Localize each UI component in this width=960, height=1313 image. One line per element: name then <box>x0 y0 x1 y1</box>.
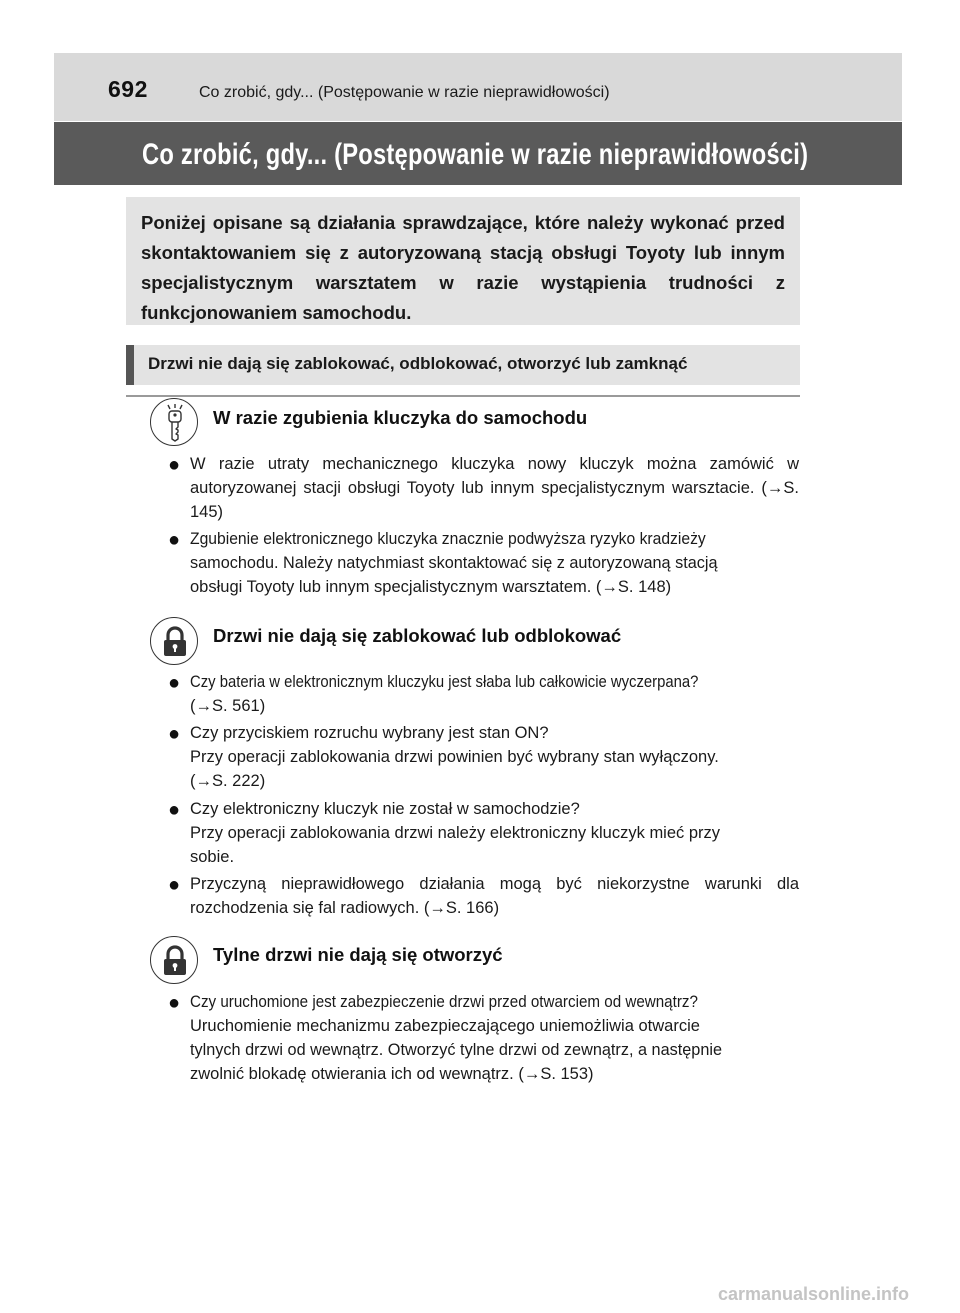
subsection-heading-lost-key: W razie zgubienia kluczyka do samochodu <box>213 407 588 428</box>
section-divider <box>126 395 800 397</box>
lock-icon <box>150 936 198 984</box>
running-title: Co zrobić, gdy... (Postępowanie w razie nieprawidłowości) <box>199 84 610 101</box>
bullet-icon: ● <box>168 799 181 821</box>
page-number: 692 <box>108 76 148 102</box>
bullet-icon: ● <box>168 874 181 896</box>
list-item: Zgubienie elektronicznego kluczyka znacznie podwyższa ryzyko kradzieży samochodu. Należy natychmiast skontaktować się z autoryzowaną stacją obsługi Toyoty lub innym specjalistycznym warsztatem. (→S. 148) <box>190 530 718 596</box>
list-item: Czy bateria w elektronicznym kluczyku jest słaba lub całkowicie wyczerpana? (→S. 561) <box>190 673 699 715</box>
subsection-heading-rear-door: Tylne drzwi nie dają się otworzyć <box>213 944 503 965</box>
list-item: Czy uruchomione jest zabezpieczenie drzwi przed otwarciem od wewnątrz? Uruchomienie mechanizmu zabezpieczającego uniemożliwia otwarcie tylnych drzwi od wewnątrz. Otworzyć tylne drzwi od zewnątrz, a następnie zwolnić blokadę otwierania ich od wewnątrz. (→S. 153) <box>190 993 723 1083</box>
list-item: Czy elektroniczny kluczyk nie został w samochodzie? Przy operacji zablokowania drzwi należy elektroniczny kluczyk mieć przy sobie. <box>190 800 721 866</box>
section-heading-text: Drzwi nie dają się zablokować, odblokować, otworzyć lub zamknąć <box>148 354 688 373</box>
watermark: carmanualsonline.info <box>718 1284 910 1304</box>
intro-text: Poniżej opisane są działania sprawdzające, które należy wykonać przed skontaktowaniem się z autoryzowaną stacją obsługi Toyoty lub innym specjalistycznym warsztatem w razie wystąpienia trudności z funkcjonowaniem samochodu. <box>141 212 785 323</box>
section-heading <box>126 345 800 385</box>
list-item: Przyczyną nieprawidłowego działania mogą być niekorzystne warunki dla rozchodzenia się fal radiowych. (→S. 166) <box>190 875 799 917</box>
chapter-title: Co zrobić, gdy... (Postępowanie w razie nieprawidłowości) <box>142 138 809 171</box>
bullet-icon: ● <box>168 992 181 1014</box>
list-item: Czy przyciskiem rozruchu wybrany jest stan ON? Przy operacji zablokowania drzwi powinien być wybrany stan wyłączony. (→S. 222) <box>190 724 719 790</box>
bullet-icon: ● <box>168 672 181 694</box>
subsection-heading-lock-unlock: Drzwi nie dają się zablokować lub odblokować <box>213 625 622 646</box>
bullet-icon: ● <box>168 723 181 745</box>
bullet-icon: ● <box>168 529 181 551</box>
lock-icon <box>150 617 198 665</box>
bullet-icon: ● <box>168 454 181 476</box>
key-icon <box>150 398 198 446</box>
list-item: W razie utraty mechanicznego kluczyka nowy kluczyk można zamówić w autoryzowanej stacji obsługi Toyoty lub innym specjalistycznym warsztacie. (→S. 145) <box>190 455 799 521</box>
